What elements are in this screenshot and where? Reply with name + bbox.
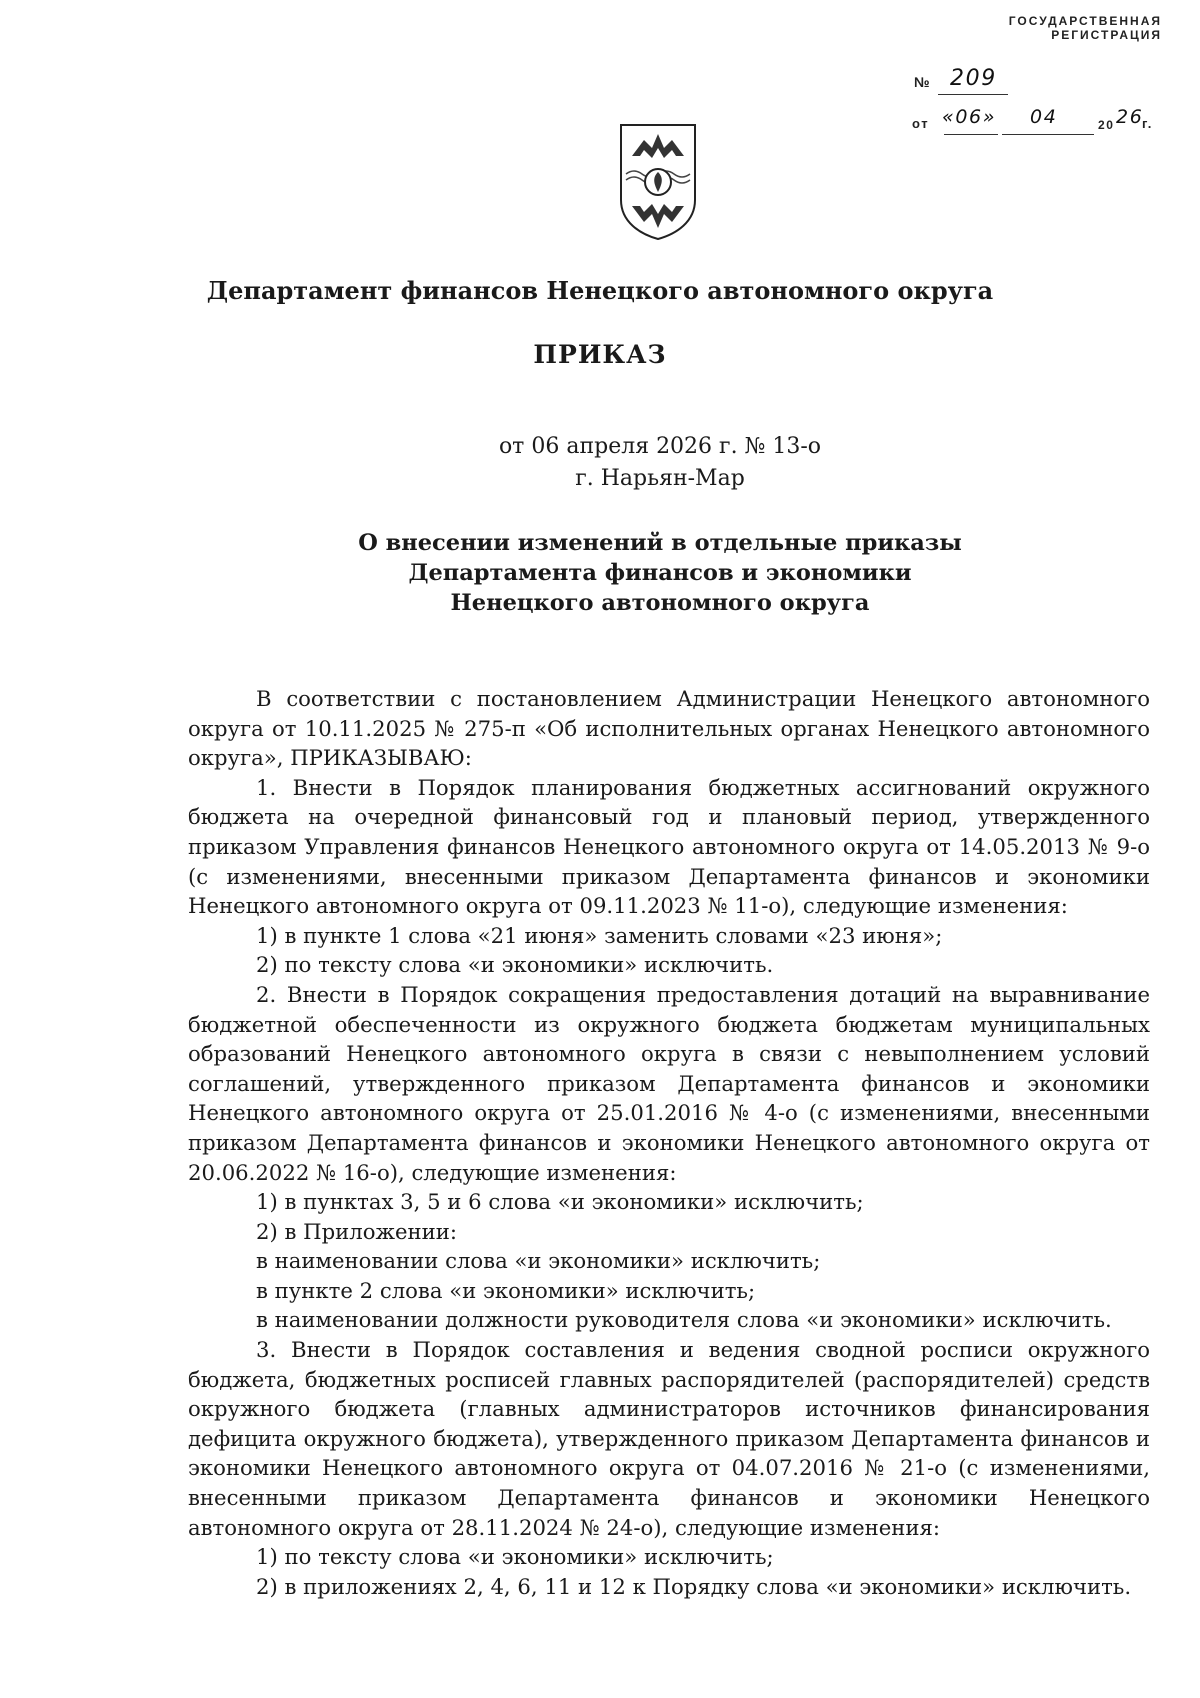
stamp-title: ГОСУДАРСТВЕННАЯ РЕГИСТРАЦИЯ xyxy=(1008,14,1162,42)
stamp-date-day-underline xyxy=(944,134,998,135)
paragraph-preamble: В соответствии с постановлением Администрации Ненецкого автономного округа от 10.11.2025 № 275-п «Об исполнительных органах Ненецкого автономного округа», ПРИКАЗЫВАЮ: xyxy=(188,686,1150,771)
order-city: г. Нарьян-Мар xyxy=(575,466,745,491)
order-date-number: от 06 апреля 2026 г. № 13-о xyxy=(498,434,822,459)
order-body xyxy=(188,684,1150,1601)
stamp-date-row xyxy=(902,104,1162,144)
stamp-date-month-underline xyxy=(1002,134,1094,135)
paragraph-item-2: 2. Внести в Порядок сокращения предоставления дотаций на выравнивание бюджетной обеспеченности из окружного бюджета бюджетам муниципальных образований Ненецкого автономного округа в связи с невыполнением условий соглашений, утвержденного приказом Департамента финансов и экономики Ненецкого автономного округа от 25.01.2016 № 4-о (с изменениями, внесенными приказом Департамента финансов и экономики Ненецкого автономного округа от 20.06.2022 № 16-о), следующие изменения: xyxy=(188,981,1150,1185)
paragraph-item-2-2: 2) в Приложении: xyxy=(256,1218,458,1244)
coat-of-arms-emblem xyxy=(618,122,698,242)
department-name: Департамент финансов Ненецкого автономного округа xyxy=(206,276,994,305)
stamp-date-label: от xyxy=(912,116,930,131)
stamp-date-year-prefix: 20 xyxy=(1098,118,1115,132)
stamp-date-year: 26 xyxy=(1116,106,1144,128)
subject-line-1: О внесении изменений в отдельные приказы xyxy=(358,530,962,556)
stamp-date-suffix: г. xyxy=(1142,116,1153,131)
paragraph-item-3-1: 1) по тексту слова «и экономики» исключить; xyxy=(256,1544,774,1570)
paragraph-item-1-1: 1) в пункте 1 слова «21 июня» заменить словами «23 июня»; xyxy=(256,922,943,948)
registration-stamp xyxy=(902,14,1162,144)
paragraph-item-3-2: 2) в приложениях 2, 4, 6, 11 и 12 к Порядку слова «и экономики» исключить. xyxy=(256,1573,1132,1599)
subject-line-2: Департамента финансов и экономики xyxy=(408,560,912,586)
paragraph-item-3: 3. Внести в Порядок составления и ведения сводной росписи окружного бюджета, бюджетных росписей главных распорядителей (распорядителей) средств окружного бюджета (главных администраторов источников финансирования дефицита окружного бюджета), утвержденного приказом Департамента финансов и экономики Ненецкого автономного округа от 04.07.2016 № 21-о (с изменениями, внесенными приказом Департамента финансов и экономики Ненецкого автономного округа от 28.11.2024 № 24-о), следующие изменения: xyxy=(188,1337,1150,1540)
stamp-number-row xyxy=(902,64,1162,104)
paragraph-item-2-2-c: в наименовании должности руководителя слова «и экономики» исключить. xyxy=(256,1307,1112,1333)
paragraph-item-1-2: 2) по тексту слова «и экономики» исключить. xyxy=(256,952,774,978)
paragraph-item-2-2-a: в наименовании слова «и экономики» исключить; xyxy=(256,1248,821,1274)
stamp-date-day: «06» xyxy=(942,106,997,128)
stamp-number-value: 209 xyxy=(950,66,997,91)
stamp-date-month: 04 xyxy=(1030,106,1058,128)
paragraph-item-2-1: 1) в пунктах 3, 5 и 6 слова «и экономики» исключить; xyxy=(256,1189,864,1215)
paragraph-item-1: 1. Внести в Порядок планирования бюджетных ассигнований окружного бюджета на очередной финансовый год и плановый период, утвержденного приказом Управления финансов Ненецкого автономного округа от 14.05.2013 № 9-о (с изменениями, внесенными приказом Департамента финансов и экономики Ненецкого автономного округа от 09.11.2023 № 11-о), следующие изменения: xyxy=(188,774,1150,919)
subject-line-3: Ненецкого автономного округа xyxy=(450,590,870,616)
stamp-number-underline xyxy=(938,94,1008,95)
stamp-number-label: № xyxy=(914,74,932,90)
document-type: ПРИКАЗ xyxy=(533,340,667,369)
paragraph-item-2-2-b: в пункте 2 слова «и экономики» исключить; xyxy=(256,1277,756,1303)
order-subject xyxy=(60,528,1200,618)
